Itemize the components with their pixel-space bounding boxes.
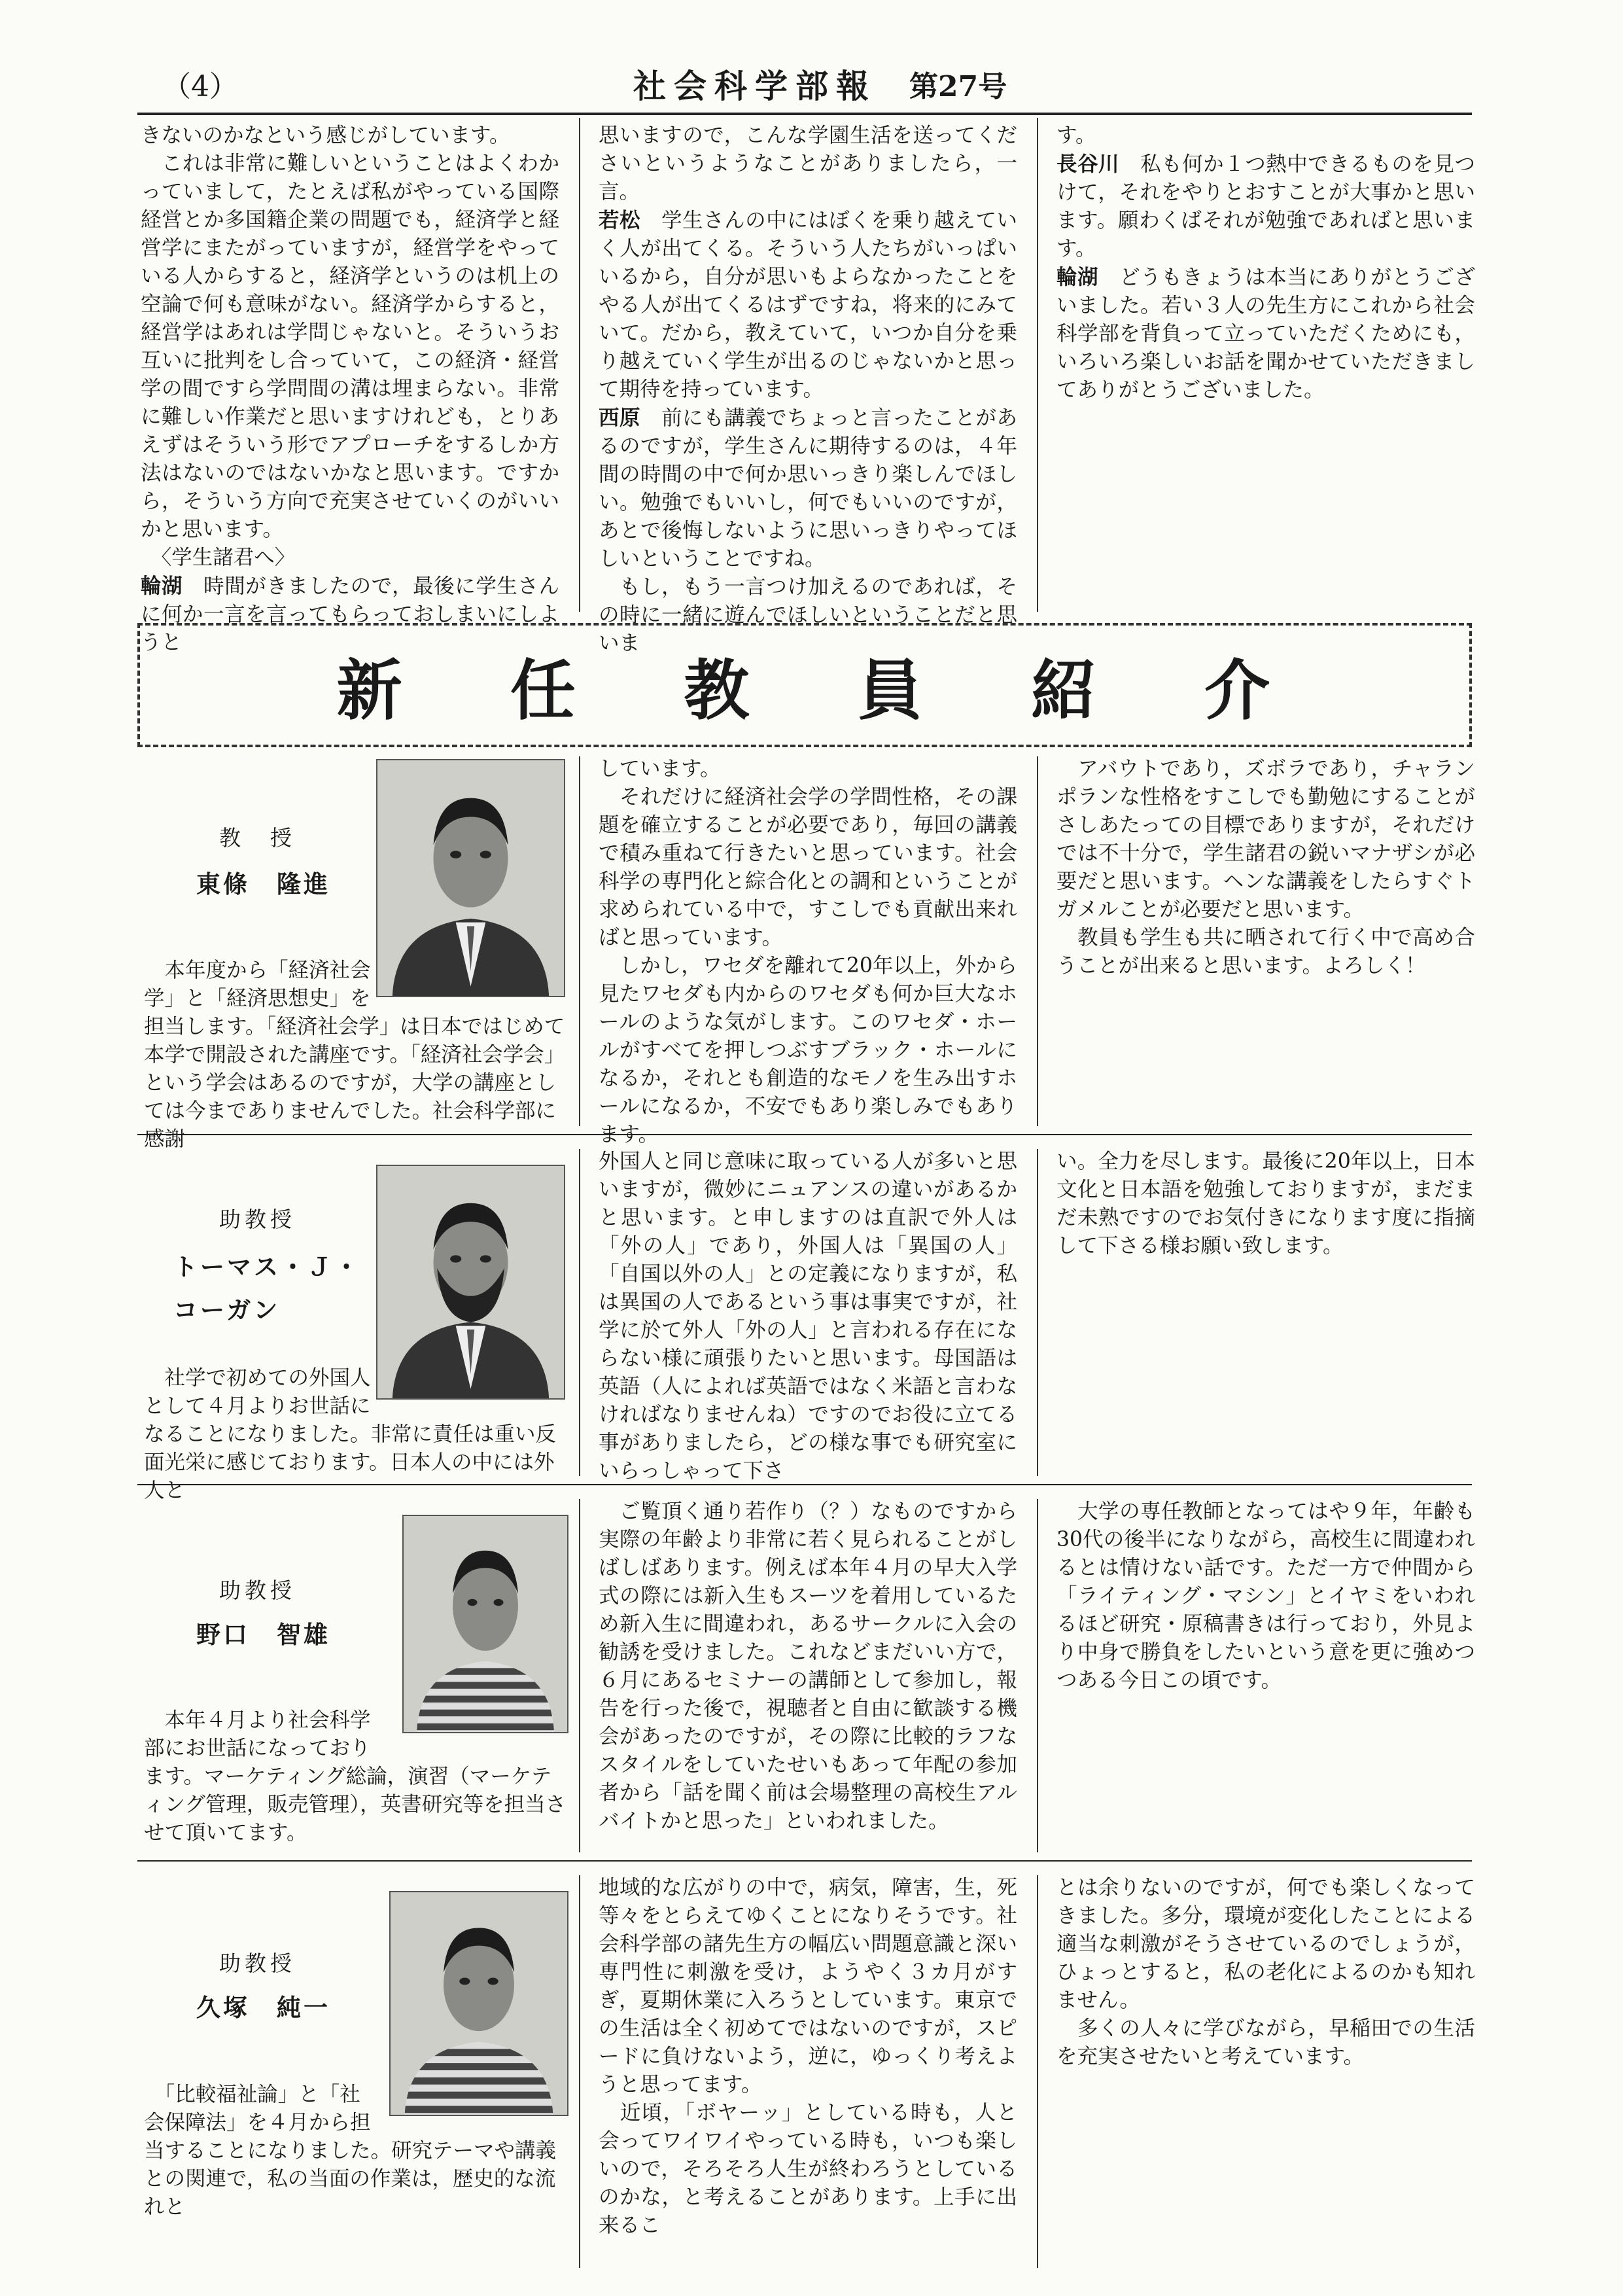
- paragraph-text: 思いますので，こんな学園生活を送ってくださいというようなことがありましたら，一言。: [599, 124, 1017, 203]
- banner-char: 教: [684, 652, 752, 729]
- discussion-paragraph: [141, 150, 559, 544]
- column-divider: [1037, 756, 1038, 1126]
- speaker-name: 若松: [599, 208, 641, 232]
- faculty-text-column-3: とは余りないのですが，何でも楽しくなってきました。多分，環境が変化したことによる適当な刺激がそうさせているのでしょうが，ひょっとすると，私の老化によるのかも知れません。 多くの人々に学びながら，早稲田での生活を充実させたいと考えています。: [1056, 1876, 1475, 2068]
- faculty-name: 野口 智雄: [196, 1620, 330, 1649]
- faculty-text-column-3: アバウトであり，ズボラであり，チャランポランな性格をすこしでも勤勉にすることがさしあたっての目標でありますが，それだけでは不十分で，学生諸君の鋭いマナザシが必要だと思います。ヘンな講義をしたらすぐトガメルことが必要だと思います。 教員も学生も共に晒されて行く中で高め合うことが出来ると思います。よろしく！: [1056, 757, 1475, 978]
- faculty-rank: 教 授: [219, 825, 296, 851]
- discussion-paragraph: [599, 206, 1017, 404]
- discussion-column-2: [599, 122, 1017, 658]
- faculty-rank: 助教授: [219, 1207, 296, 1232]
- column-divider: [579, 118, 580, 612]
- discussion-paragraph: [1056, 263, 1475, 404]
- speaker-name: 西原: [599, 406, 641, 430]
- faculty-text-column-2: しています。 それだけに経済社会学の学問性格，その課題を確立することが必要であり，毎回の講義で積み重ねて行きたいと思っています。社会科学の専門化と綜合化との調和ということが求められている中で，すこしでも貢献出来ればと思っています。 しかし，ワセダを離れて20年以上，外から見たワセダも内からのワセダも何か巨大なホールのような気がします。このワセダ・ホールがすべてを押しつぶすブラック・ホールになるか，それとも創造的なモノを生み出すホールになるか，不安でもあり楽しみでもあります。: [599, 757, 1017, 1146]
- banner-char: 紹: [1030, 652, 1099, 729]
- discussion-paragraph: [141, 122, 559, 150]
- faculty-portrait: [402, 1515, 568, 1733]
- faculty-text-column-2: 地域的な広がりの中で，病気，障害，生，死等々をとらえてゆくことになりそうです。社会科学部の諸先生方の幅広い問題意識と深い専門性に刺激を受け，ようやく３カ月がすぎ，夏期休業に入ろうとしています。東京での生活は全く初めてではないのですが，スピードに負けないよう，逆に，ゆっくり考えようと思ってます。 近頃，「ボヤーッ」としている時も，人と会ってワイワイやっている時も，いつも楽しいので，そろそろ人生が終わろうとしているのかな，と考えることがあります。上手に出来るこ: [599, 1876, 1017, 2237]
- faculty-text-column-3: 大学の専任教師となってはや９年，年齢も30代の後半になりながら，高校生に間違われるとは情けない話です。ただ一方で仲間から「ライティング・マシン」とイヤミをいわれるほど研究・原稿書きは行っており，外見より中身で勝負をしたいという意を更に強めつつある今日この頃です。: [1056, 1500, 1475, 1692]
- discussion-paragraph: [599, 122, 1017, 206]
- column-divider: [1037, 118, 1038, 612]
- column-divider: [1037, 1149, 1038, 1476]
- paragraph-text: 前にも講義でちょっと言ったことがあるのですが，学生さんに期待するのは，４年間の時間の中で何か思いっきり楽しんでほしい。勉強でもいいし，何でもいいのですが，あとで後悔しないように思いっきりやってほしいということですね。: [599, 406, 1017, 571]
- paragraph-text: 〈学生諸君へ〉: [141, 546, 296, 569]
- paragraph-text: 学生さんの中にはぼくを乗り越えていく人が出てくる。そういう人たちがいっぱいいるから，自分が思いもよらなかったことをやる人が出てくるはずですね，将来的にみていて。だから，教えていて，いつか自分を乗り越えていく学生が出るのじゃないかと思って期待を持っています。: [599, 209, 1017, 401]
- faculty-name: トーマス・Ｊ・ コーガン: [173, 1252, 361, 1324]
- column-divider: [1037, 1499, 1038, 1852]
- discussion-column-1: [141, 122, 559, 657]
- banner-char: 員: [857, 652, 926, 729]
- discussion-paragraph: [1056, 150, 1475, 263]
- paragraph-text: 私も何か１つ熱中できるものを見つけて，それをやりとおすことが大事かと思います。願わくばそれが勉強であればと思います。: [1056, 152, 1475, 260]
- discussion-paragraph: [599, 404, 1017, 573]
- banner-char: 新: [336, 652, 405, 729]
- column-divider: [579, 756, 580, 1126]
- speaker-name: 輪湖: [141, 574, 183, 598]
- faculty-rank: 助教授: [219, 1951, 296, 1976]
- discussion-column-3: [1056, 122, 1475, 404]
- column-divider: [579, 1499, 580, 1852]
- paragraph-text: もし，もう一言つけ加えるのであれば，その時に一緒に遊んでほしいということだと思いま: [599, 575, 1017, 655]
- faculty-intro: 本年度から「経済社会 学」と「経済思想史」を 担当します。「経済社会学」は日本ではじめて本学で開設された講座です。「経済社会学会」という学会はあるのですが，大学の講座としては今までありませんでした。社会科学部に感謝: [144, 959, 565, 1151]
- banner-char: 任: [510, 652, 578, 729]
- header-rule: [137, 113, 1472, 115]
- issue-number: 第27号: [909, 70, 1007, 103]
- faculty-text-column-2: ご覧頂く通り若作り（？）なものですから実際の年齢より非常に若く見られることがしばしばあります。例えば本年４月の早大入学式の際には新入生もスーツを着用しているため新入生に間違われ，あるサークルに入会の勧誘を受けました。これなどまだいい方で，６月にあるセミナーの講師として参加し，報告を行った後で，視聴者と自由に歓談する機会があったのですが，その際に比較的ラフなスタイルをしていたせいもあって年配の参加者から「話を聞く前は会場整理の高校生アルバイトかと思った」といわれました。: [599, 1500, 1017, 1833]
- faculty-name: 久塚 純一: [196, 1993, 330, 2022]
- newsletter-title: 社会科学部報: [633, 67, 877, 105]
- new-faculty-banner: [137, 623, 1472, 747]
- discussion-paragraph: [1056, 122, 1475, 150]
- faculty-rank: 助教授: [219, 1578, 296, 1603]
- paragraph-text: どうもきょうは本当にありがとうございました。若い３人の先生方にこれから社会科学部を背負って立っていただくためにも，いろいろ楽しいお話を聞かせていただきましてありがとうございました。: [1056, 266, 1475, 402]
- discussion-paragraph: [141, 544, 559, 572]
- banner-char: 介: [1204, 652, 1273, 729]
- page-number: （4）: [162, 70, 238, 103]
- paragraph-text: 時間がきましたので，最後に学生さんに何か一言を言ってもらっておしまいにしようと: [141, 574, 559, 654]
- speaker-name: 長谷川: [1056, 152, 1120, 176]
- faculty-intro: 「比較福祉論」と「社 会保障法」を４月から担 当することになりました。研究テーマや講義との関連で，私の当面の作業は，歴史的な流れと: [144, 2083, 557, 2219]
- paragraph-text: す。: [1056, 124, 1096, 147]
- profile-separator: [137, 1860, 1472, 1862]
- column-divider: [1037, 1875, 1038, 2268]
- paragraph-text: これは非常に難しいということはよくわかっていまして，たとえば私がやっている国際経営とか多国籍企業の問題でも，経済学と経営学にまたがっていますが，経営学をやっている人からすると，経済学というのは机上の空論で何も意味がない。経済学からすると，経営学はあれは学問じゃないと。そういうお互いに批判をし合っていて，この経済・経営学の間ですら学問間の溝は埋まらない。非常に難しい作業だと思いますけれども，とりあえずはそういう形でアプローチをするしか方法はないのではないかなと思います。ですから，そういう方向で充実させていくのがいいかと思います。: [141, 152, 559, 541]
- faculty-text-column-3: い。全力を尽します。最後に20年以上，日本文化と日本語を勉強しておりますが，まだまだ未熟ですのでお気付きになります度に指摘して下さる様お願い致します。: [1056, 1150, 1475, 1258]
- faculty-text-column-2: 外国人と同じ意味に取っている人が多いと思いますが，微妙にニュアンスの違いがあるかと思います。と申しますのは直訳で外人は「外の人」であり，外国人は「異国の人」「自国以外の人」との定義になりますが，私は異国の人であるという事は事実ですが，社学に於て外人「外の人」と言われる存在にならない様に頑張りたいと思います。母国語は英語（人によれば英語ではなく米語と言わなければなりませんね）ですのでお役に立てる事がありましたら，どの様な事でも研究室にいらっしゃって下さ: [599, 1150, 1017, 1483]
- faculty-name: 東條 隆進: [196, 870, 330, 898]
- faculty-intro: 本年４月より社会科学 部にお世話になっており ます。マーケティング総論，演習（マーケティング管理，販売管理），英書研究等を担当させて頂いてます。: [144, 1708, 567, 1845]
- banner-heading: [140, 626, 1469, 745]
- speaker-name: 輪湖: [1056, 265, 1099, 289]
- faculty-intro: 社学で初めての外国人 として４月よりお世話に なることになりました。非常に責任は重い反面光栄に感じております。日本人の中には外人と: [144, 1366, 557, 1502]
- column-divider: [579, 1149, 580, 1476]
- column-divider: [579, 1875, 580, 2268]
- paragraph-text: きないのかなという感じがしています。: [141, 124, 510, 147]
